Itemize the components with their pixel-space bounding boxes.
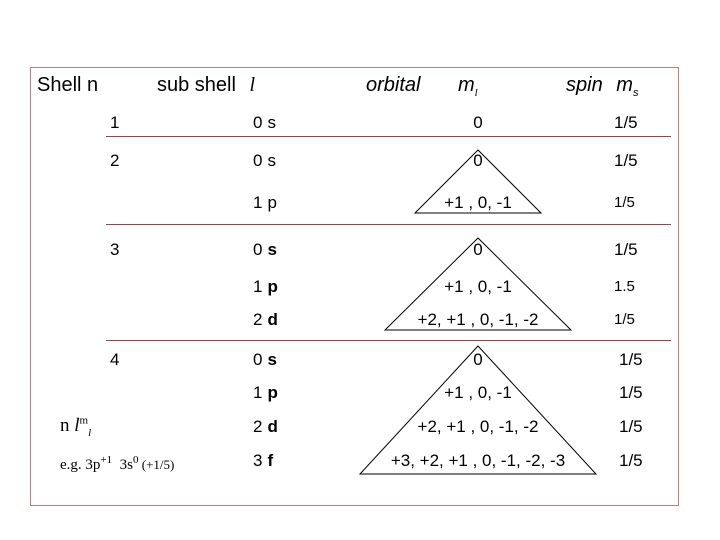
ml-values: 0 [473, 113, 483, 132]
ml-values: 0 [473, 151, 483, 170]
spin-value: 1.5 [614, 278, 635, 295]
ml-values: +3, +2, +1 , 0, -1, -2, -3 [390, 451, 566, 470]
spin-value: 1/5 [619, 350, 643, 369]
subshell-cell [253, 277, 278, 297]
notation [60, 414, 92, 439]
ml-values: 0 [473, 240, 483, 259]
subshell-l-value: 1 [253, 383, 263, 402]
header-ml [458, 73, 478, 97]
subshell-letter: p [267, 277, 278, 296]
ml-values: 0 [473, 350, 483, 369]
subshell-letter: p [267, 193, 277, 212]
subshell-l-value: 3 [253, 451, 263, 470]
notation-m: m [79, 414, 89, 427]
header-ml-sub: l [474, 87, 478, 99]
header-subshell-label: sub shell [157, 74, 236, 96]
subshell-l-value: 0 [253, 113, 263, 132]
subshell-cell [253, 383, 278, 403]
subshell-cell [253, 451, 273, 471]
ml-values: +2, +1 , 0, -1, -2 [417, 417, 539, 436]
spin-value: 1/5 [619, 383, 643, 402]
shell-value: 2 [110, 151, 120, 170]
notation-l: l [74, 415, 80, 436]
shell-value: 1 [110, 113, 120, 132]
spin-value: 1/5 [614, 113, 638, 132]
row-separator [106, 224, 671, 225]
table-frame [30, 67, 679, 506]
subshell-l-value: 2 [253, 310, 263, 329]
spin-value: 1/5 [614, 194, 635, 211]
header-ms-symbol: m [616, 74, 633, 96]
subshell-cell [253, 310, 278, 330]
example-prefix: e.g. 3p [60, 457, 101, 473]
subshell-cell [253, 240, 277, 260]
example-mid: 3s [112, 457, 133, 473]
notation-n: n [60, 415, 70, 436]
subshell-l-value: 1 [253, 193, 263, 212]
row-separator [106, 136, 671, 137]
subshell-letter: f [267, 451, 274, 470]
subshell-l-value: 0 [253, 350, 263, 369]
example [60, 455, 174, 475]
subshell-l-value: 1 [253, 277, 263, 296]
header-ml-symbol: m [458, 74, 475, 96]
subshell-letter: s [267, 350, 277, 369]
row-separator [106, 340, 671, 341]
example-sup2: 0 [132, 454, 139, 466]
notation-m-sub: l [88, 426, 92, 439]
shell-value: 3 [110, 240, 120, 259]
subshell-letter: p [267, 383, 278, 402]
example-sup1: +1 [100, 454, 113, 466]
subshell-l-value: 0 [253, 240, 263, 259]
ml-values: +2, +1 , 0, -1, -2 [417, 310, 539, 329]
header-orbital: orbital [366, 74, 421, 96]
example-suffix: (+1/5) [138, 457, 175, 472]
header-spin-label: spin [566, 74, 603, 96]
subshell-letter: s [267, 151, 276, 170]
header-spin [566, 73, 638, 97]
header-subshell-symbol: l [249, 74, 256, 96]
subshell-cell [253, 113, 276, 133]
subshell-cell [253, 151, 276, 171]
spin-value: 1/5 [619, 451, 643, 470]
subshell-letter: s [267, 240, 277, 259]
subshell-cell [253, 417, 278, 437]
header-subshell [157, 73, 255, 97]
ml-values: +1 , 0, -1 [444, 277, 512, 296]
subshell-l-value: 2 [253, 417, 263, 436]
header-ms-sub: s [632, 87, 639, 99]
ml-values: +1 , 0, -1 [444, 193, 512, 212]
subshell-letter: s [267, 113, 276, 132]
header-shell: Shell n [37, 74, 99, 96]
spin-value: 1/5 [614, 240, 638, 259]
spin-value: 1/5 [614, 151, 638, 170]
subshell-letter: d [267, 310, 278, 329]
subshell-cell [253, 193, 277, 213]
subshell-l-value: 0 [253, 151, 263, 170]
spin-value: 1/5 [619, 417, 643, 436]
subshell-letter: d [267, 417, 278, 436]
ml-values: +1 , 0, -1 [444, 383, 512, 402]
shell-value: 4 [110, 350, 120, 369]
spin-value: 1/5 [614, 311, 635, 328]
subshell-cell [253, 350, 277, 370]
